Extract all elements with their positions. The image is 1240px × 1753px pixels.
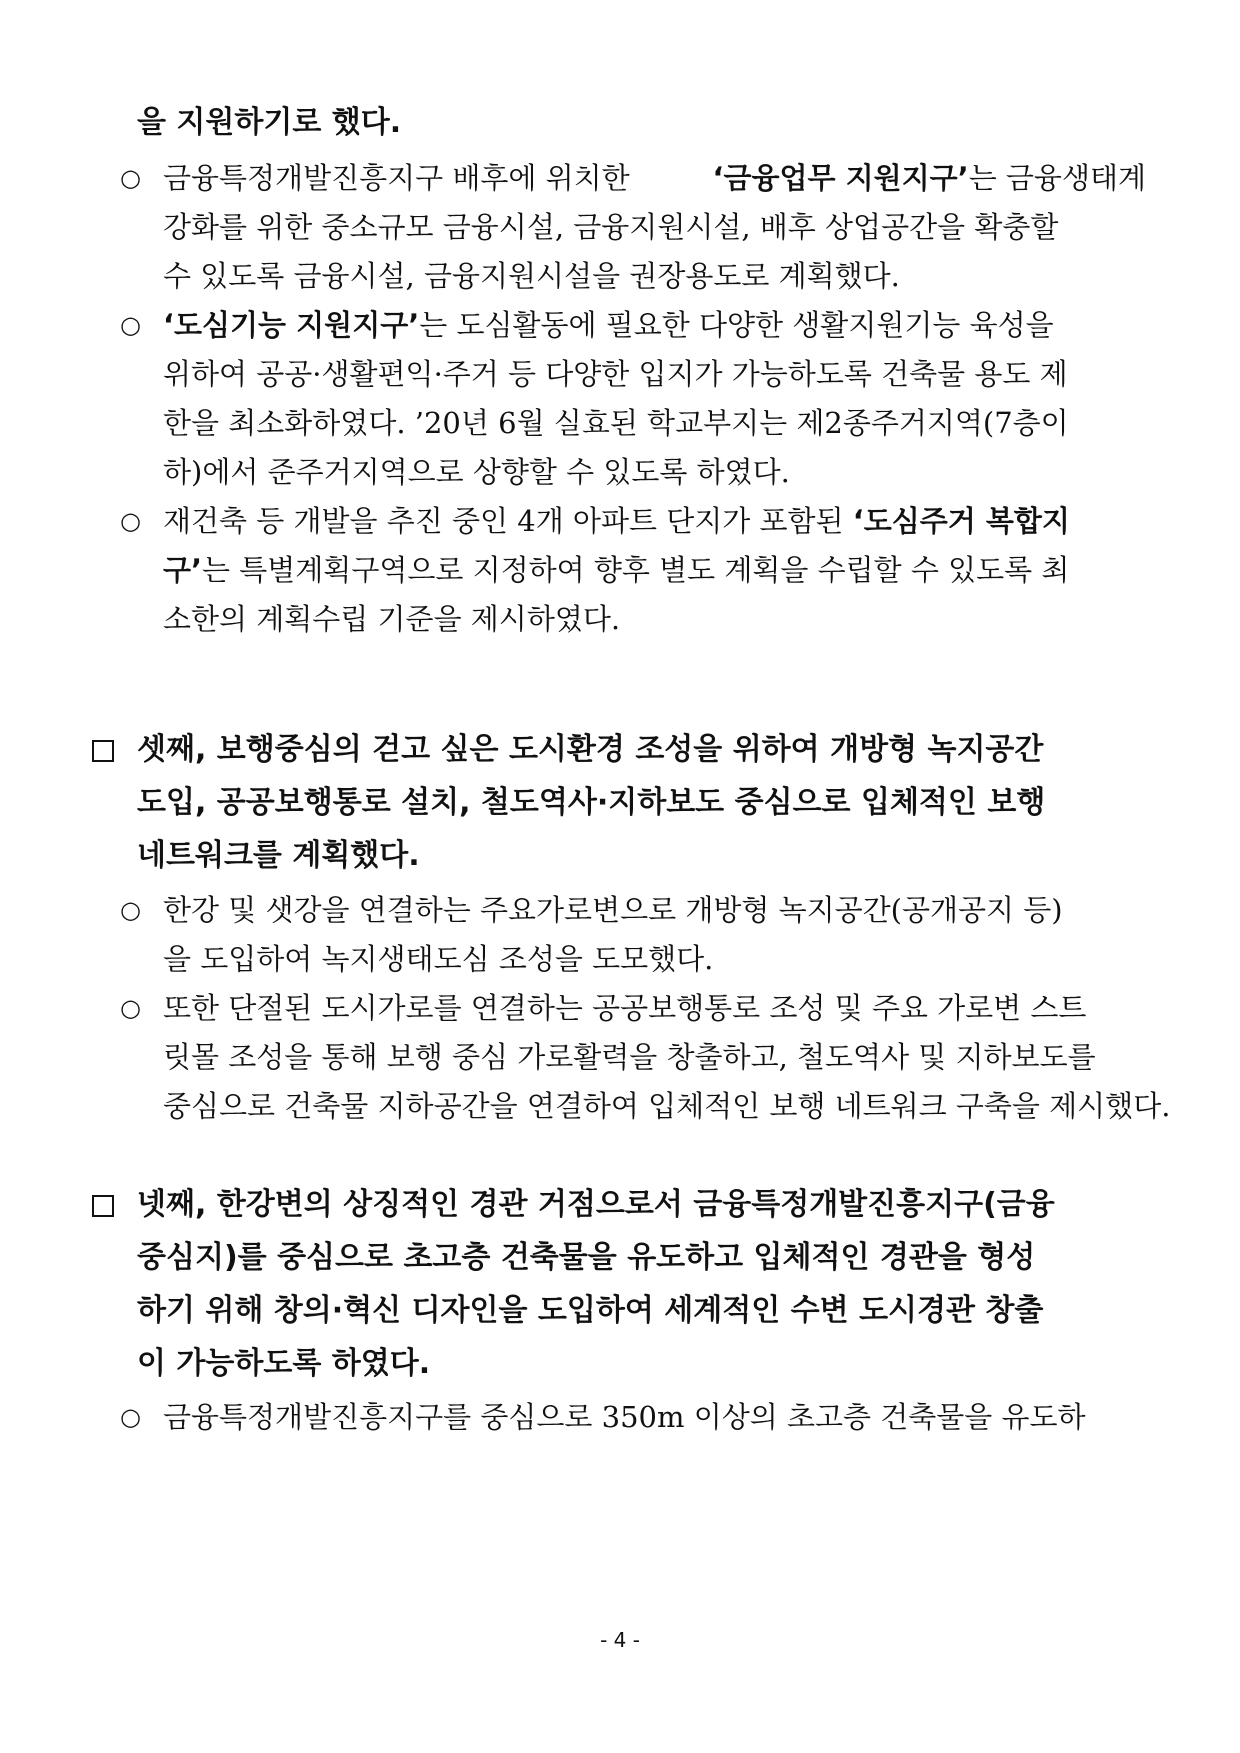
text-run: 금융특정개발진흥지구 배후에 위치한 — [163, 161, 630, 195]
district-name: ‘금융업무 지원지구’ — [712, 161, 969, 195]
text-run: 재건축 등 개발을 추진 중인 4개 아파트 단지가 포함된 — [163, 504, 844, 538]
paragraph-line — [163, 158, 1146, 198]
paragraph-line — [163, 501, 1070, 541]
text-run: 는 도심활동에 필요한 다양한 생활지원기능 육성을 — [419, 308, 1054, 342]
paragraph-line: 강화를 위한 중소규모 금융시설, 금융지원시설, 배후 상업공간을 확충할 — [163, 210, 1059, 244]
paragraph-line: 을 도입하여 녹지생태도심 조성을 도모했다. — [163, 942, 714, 976]
paragraph-line: 하)에서 준주거지역으로 상향할 수 있도록 하였다. — [163, 455, 790, 489]
heading-line: 도입, 공공보행통로 설치, 철도역사·지하보도 중심으로 입체적인 보행 — [137, 785, 1046, 820]
heading-line: 네트워크를 계획했다. — [137, 838, 420, 873]
paragraph-line — [163, 305, 1054, 345]
heading-line: 이 가능하도록 하였다. — [137, 1346, 431, 1381]
heading-line: 셋째, 보행중심의 걷고 싶은 도시환경 조성을 위하여 개방형 녹지공간 — [137, 732, 1044, 767]
checkbox-square-icon — [92, 1195, 114, 1217]
paragraph-line: 또한 단절된 도시가로를 연결하는 공공보행통로 조성 및 주요 가로변 스트 — [163, 991, 1087, 1025]
paragraph-line: 한을 최소화하였다. ’20년 6월 실효된 학교부지는 제2종주거지역(7층이 — [163, 406, 1069, 440]
circle-bullet-icon: ○ — [120, 311, 141, 339]
circle-bullet-icon: ○ — [120, 994, 141, 1022]
text-run: 는 금융생태계 — [968, 161, 1146, 195]
paragraph-line: 릿몰 조성을 통해 보행 중심 가로활력을 창출하고, 철도역사 및 지하보도를 — [163, 1040, 1096, 1074]
paragraph-line: 을 지원하기로 했다. — [137, 105, 402, 140]
paragraph-line: 위하여 공공·생활편익·주거 등 다양한 입지가 가능하도록 건축물 용도 제 — [163, 357, 1068, 391]
text-run: 는 특별계획구역으로 지정하여 향후 별도 계획을 수립할 수 있도록 최 — [202, 553, 1070, 587]
circle-bullet-icon: ○ — [120, 896, 141, 924]
circle-bullet-icon: ○ — [120, 164, 141, 192]
district-name: ‘도심주거 복합지 — [852, 504, 1070, 538]
paragraph-line: 금융특정개발진흥지구를 중심으로 350m 이상의 초고층 건축물을 유도하 — [163, 1400, 1086, 1434]
paragraph-line: 한강 및 샛강을 연결하는 주요가로변으로 개방형 녹지공간(공개공지 등) — [163, 893, 1063, 927]
page-number: - 4 - — [600, 1628, 640, 1652]
checkbox-square-icon — [92, 740, 114, 762]
heading-line: 중심지)를 중심으로 초고층 건축물을 유도하고 입체적인 경관을 형성 — [137, 1240, 1036, 1275]
circle-bullet-icon: ○ — [120, 507, 141, 535]
paragraph-line: 소한의 계획수립 기준을 제시하였다. — [163, 602, 621, 636]
paragraph-line: 중심으로 건축물 지하공간을 연결하여 입체적인 보행 네트워크 구축을 제시했다. — [163, 1089, 1171, 1123]
district-name: 구’ — [163, 553, 203, 587]
heading-line: 넷째, 한강변의 상징적인 경관 거점으로서 금융특정개발진흥지구(금융 — [137, 1187, 1055, 1222]
paragraph-line: 수 있도록 금융시설, 금융지원시설을 권장용도로 계획했다. — [163, 259, 900, 293]
circle-bullet-icon: ○ — [120, 1403, 141, 1431]
district-name: ‘도심기능 지원지구’ — [163, 308, 420, 342]
paragraph-line — [163, 550, 1069, 590]
heading-line: 하기 위해 창의·혁신 디자인을 도입하여 세계적인 수변 도시경관 창출 — [137, 1293, 1044, 1328]
